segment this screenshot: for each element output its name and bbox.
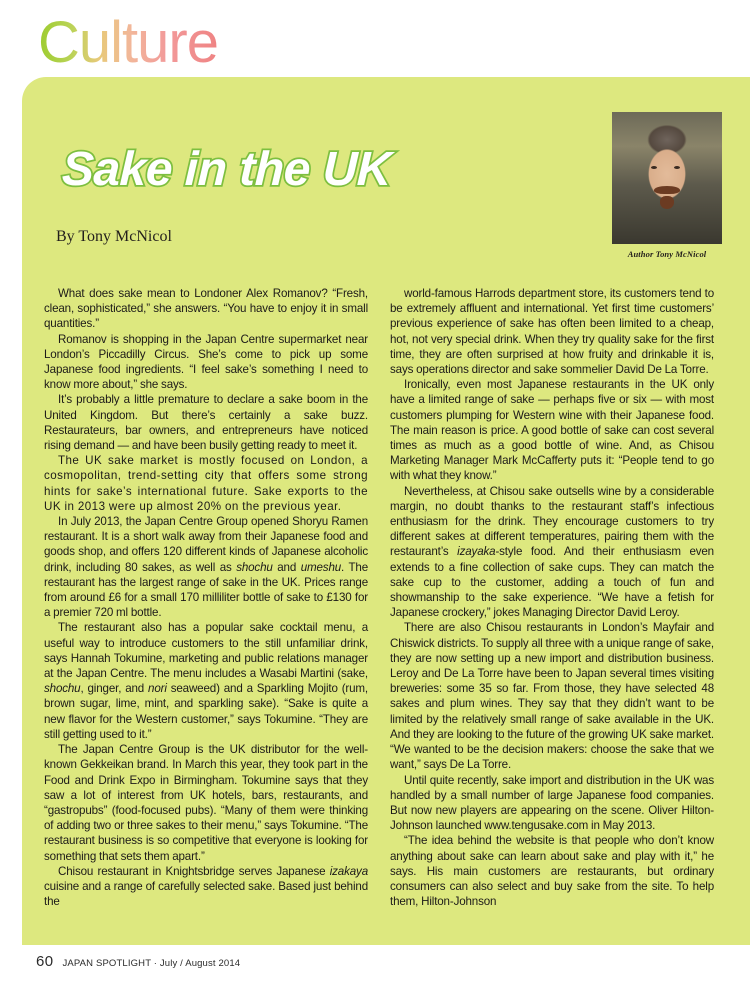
page-footer bbox=[36, 953, 240, 970]
portrait-beard bbox=[660, 196, 674, 209]
portrait-mustache bbox=[654, 186, 680, 194]
body-paragraph: What does sake mean to Londoner Alex Romanov? “Fresh, clean, sophisticated,” she answers. “You have to enjoy it in small quantities.” bbox=[44, 287, 368, 331]
body-paragraph: Romanov is shopping in the Japan Centre supermarket near London’s Piccadilly Circus. She’s come to pick up some Japanese food ingredients. “I feel sake’s something I need to know more about,” she says. bbox=[44, 332, 368, 392]
body-paragraph: There are also Chisou restaurants in London’s Mayfair and Chiswick districts. To supply all three with a unique range of sake, they are now setting up a new import and distribution business. Leroy and De La Torre have been to Japan several times visiting breweries: some 35 so far. From those, they have selected 48 sakes and plum wines. They say that they didn’t want to be limited by the relatively small range of sake available in the UK. And they are looking to the future of the growing UK sake market. “We wanted to be the decision makers: choose the sake that we want,” says De La Torre. bbox=[390, 621, 714, 772]
body-column-right bbox=[390, 286, 714, 909]
italic-term: izakaya bbox=[329, 864, 368, 878]
article-body bbox=[44, 286, 714, 909]
italic-term: shochu bbox=[44, 682, 81, 696]
portrait-left-eye bbox=[651, 166, 657, 169]
body-paragraph: Ironically, even most Japanese restaurants in the UK only have a limited range of sake — perhaps five or six — with most customers plumping for Western wine with their Japanese food. The main reason is price. A good bottle of sake can cost several times as much as a good bottle of wine. And, as Chisou Marketing Manager Mark McCafferty puts it: “People tend to go with what they know.” bbox=[390, 378, 714, 483]
body-paragraph: Nevertheless, at Chisou sake outsells wine by a considerable margin, no doubt thanks to the restaurant staff’s infectious enthusiasm for the drink. They encourage customers to try different sakes at different temperatures, pairing them with the restaurant’s izayaka-style food. And their enthusiasm even extends to a fine collection of sake cups. They can match the sake cup to the customer, adding a touch of fun and showmanship to the sake experience. “We have a fetish for Japanese crockery,” jokes Managing Director David Leroy. bbox=[390, 484, 714, 620]
author-portrait-photo bbox=[612, 112, 722, 244]
body-paragraph: Until quite recently, sake import and distribution in the UK was handled by a small number of large Japanese food companies. But now new players are appearing on the scene. Oliver Hilton-Johnson launched www.tengusake.com in May 2013. bbox=[390, 773, 714, 833]
article-byline: By Tony McNicol bbox=[56, 228, 172, 245]
body-paragraph: The restaurant also has a popular sake cocktail menu, a useful way to introduce customers to the still unfamiliar drink, says Hannah Tokumine, marketing and public relations manager at the Japan Centre. The menu includes a Wasabi Martini (sake, shochu, ginger, and nori seaweed) and a Sparkling Mojito (rum, brown sugar, lime, mint, and sparkling sake). “Sake is quite a new flavor for the Western customer,” says Tokumine. “They are still getting used to it.” bbox=[44, 621, 368, 741]
italic-term: umeshu bbox=[300, 560, 342, 574]
italic-term: nori bbox=[148, 682, 167, 696]
body-paragraph: In July 2013, the Japan Centre Group opened Shoryu Ramen restaurant. It is a short walk away from their Japanese food and goods shop, and offers 120 different kinds of Japanese alcoholic drink, including 80 sakes, as well as shochu and umeshu. The restaurant has the largest range of sake in the UK. Prices range from around £6 for a small 170 milliliter bottle of sake to £130 for a premier 720 ml bottle. bbox=[44, 515, 368, 620]
body-paragraph: Chisou restaurant in Knightsbridge serves Japanese izakaya cuisine and a range of carefully selected sake. Based just behind the bbox=[44, 864, 368, 909]
body-column-left bbox=[44, 286, 368, 909]
article-title: Sake in the UK bbox=[61, 143, 393, 197]
section-header-culture: Culture bbox=[38, 10, 218, 75]
italic-term: shochu bbox=[236, 560, 273, 574]
author-photo-caption: Author Tony McNicol bbox=[627, 249, 707, 259]
italic-term: izayaka bbox=[457, 545, 496, 559]
body-paragraph: world-famous Harrods department store, its customers tend to be extremely affluent and international. Yet first time customers’ previous experience of sake has often been limited to a cheap, hot, not very special drink. When they try quality sake for the first time, they are often surprised at how fruity and drinkable it is, says operations director and sake sommelier David De La Torre. bbox=[390, 287, 714, 377]
author-photo-block bbox=[612, 112, 722, 259]
footer-page-number: 60 bbox=[36, 953, 54, 970]
body-paragraph: The Japan Centre Group is the UK distributor for the well-known Gekkeikan brand. In March this year, they took part in the Food and Drink Expo in Birmingham. Tokumine says that they saw a lot of interest from UK hotels, bars, restaurants, and “gastropubs” (food-focused pubs). “Many of them were thinking of adding two or three sakes to their menu,” says Tokumine. “The restaurant business is so competitive that everyone is looking for something that sets them apart.” bbox=[44, 743, 368, 863]
portrait-right-eye bbox=[674, 166, 680, 169]
body-paragraph: “The idea behind the website is that people who don’t know anything about sake can learn about sake and play with it,” he says. His main customers are restaurants, but ordinary consumers can also select and buy sake from the site. To help them, Hilton-Johnson bbox=[390, 834, 714, 909]
body-paragraph: The UK sake market is mostly focused on London, a cosmopolitan, trend-setting city that offers some strong hints for sake’s international future. Sake exports to the UK in 2013 were up almost 20% on the previous year. bbox=[44, 454, 368, 513]
body-paragraph: It’s probably a little premature to declare a sake boom in the United Kingdom. But there’s certainly a sake buzz. Restaurateurs, bar owners, and entrepreneurs have noticed rising demand — and have been busily getting ready to meet it. bbox=[44, 393, 368, 453]
footer-publication-info: JAPAN SPOTLIGHT · July / August 2014 bbox=[62, 958, 241, 969]
